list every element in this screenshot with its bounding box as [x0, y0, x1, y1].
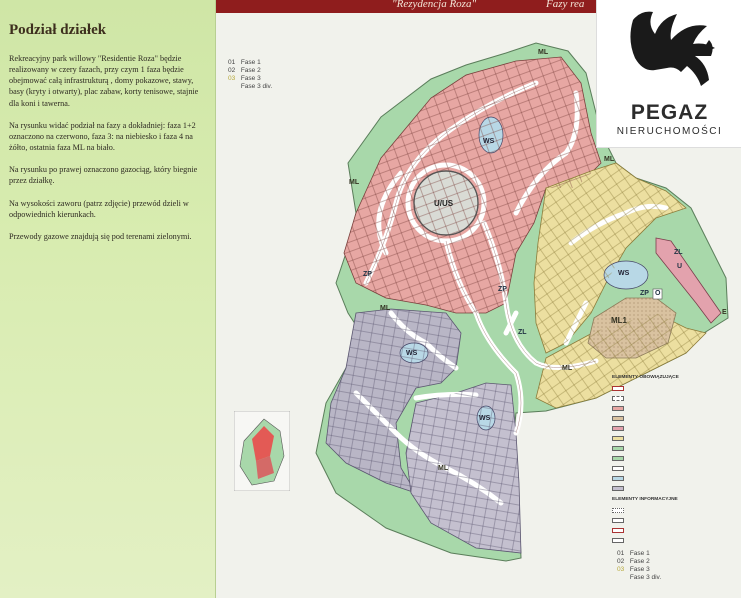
logo-name: PEGAZ: [630, 101, 709, 124]
phase-legend-row: 02 Fase 2: [228, 67, 261, 74]
inset-location-map: [234, 411, 290, 491]
label-zp-center: ZP: [498, 286, 507, 293]
label-ws-north: WS: [483, 138, 495, 145]
label-plaza: U/US: [434, 199, 454, 208]
label-ws-east: WS: [618, 270, 630, 277]
phase-legend-row: 03 Fase 3: [228, 75, 261, 82]
label-ws-south: WS: [479, 415, 491, 422]
panel-paragraph-phases: Rekreacyjny park willowy "Residentie Roza" będzie realizowany w czery fazach, przy czym 1 faza będzie obejmować całą infrastrukturą , domy pokazowe, stawy, basy (kryty i otwarty), plac zabaw, korty tenisowe, stajnie dla koni i tawerna.: [9, 54, 199, 108]
panel-heading: Podział działek: [9, 22, 107, 38]
header-title: "Rezydencja Roza": [392, 0, 477, 10]
label-zp-east: ZP: [640, 290, 649, 297]
legend-title-info: ELEMENTY INFORMACYJNE: [612, 497, 678, 502]
phase-legend-row: 01 Fase 1: [228, 59, 261, 66]
label-ws-west: WS: [406, 350, 418, 357]
phase-legend-row: Fase 3 div.: [240, 83, 273, 90]
logo-subtitle: NIERUCHOMOŚCI: [616, 126, 723, 137]
phase-legend-row: Fase 3 div.: [629, 574, 662, 581]
label-ml-west: ML: [349, 179, 360, 186]
header-bar: [216, 0, 596, 13]
panel-paragraph-gas: Na rysunku po prawej oznaczono gazociąg, który biegnie przez działkę.: [9, 165, 198, 186]
panel-paragraph-valve: Na wysokości zaworu (patrz zdjęcie) przewód dzieli w odpowiednich kierunkach.: [9, 198, 189, 219]
panel-paragraph-colors: Na rysunku widać podział na fazy a dokładniej: faza 1+2 oznaczono na czerwono, faza 3: na niebiesko i faza 4 na żółto, ostatnia faza ML na biało.: [9, 120, 196, 153]
label-ml-north: ML: [538, 49, 549, 56]
phase-legend-row: 01 Fase 1: [617, 550, 650, 557]
label-entrance: E: [722, 309, 727, 316]
legend-title-binding: ELEMENTY OBOWIĄZUJĄCE: [612, 375, 679, 380]
info-panel: [0, 0, 216, 598]
label-ml-se: ML: [562, 365, 573, 372]
label-zl-east: ZL: [674, 249, 683, 256]
label-zp-west: ZP: [363, 271, 372, 278]
phase-legend: [228, 59, 272, 91]
map-legend: [608, 369, 741, 549]
phase-legend-row: 03 Fase 3: [617, 566, 650, 573]
company-logo: [596, 0, 741, 148]
label-ml-south: ML: [438, 465, 449, 472]
label-ml-east: ML: [604, 156, 615, 163]
panel-paragraph-pipes: Przewody gazowe znajdują się pod terenami zielonymi.: [9, 231, 192, 241]
label-o-east: O: [655, 290, 661, 297]
label-ml-sw: ML: [380, 305, 391, 312]
pegasus-horse-icon: [597, 0, 741, 100]
label-zl-center: ZL: [518, 329, 527, 336]
phase-legend-row: 02 Fase 2: [617, 558, 650, 565]
label-ml1: ML1: [611, 316, 627, 325]
phase-legend-bottom: [617, 550, 661, 582]
label-u-east: U: [677, 263, 683, 270]
header-section-label: Fazy rea: [546, 0, 585, 10]
